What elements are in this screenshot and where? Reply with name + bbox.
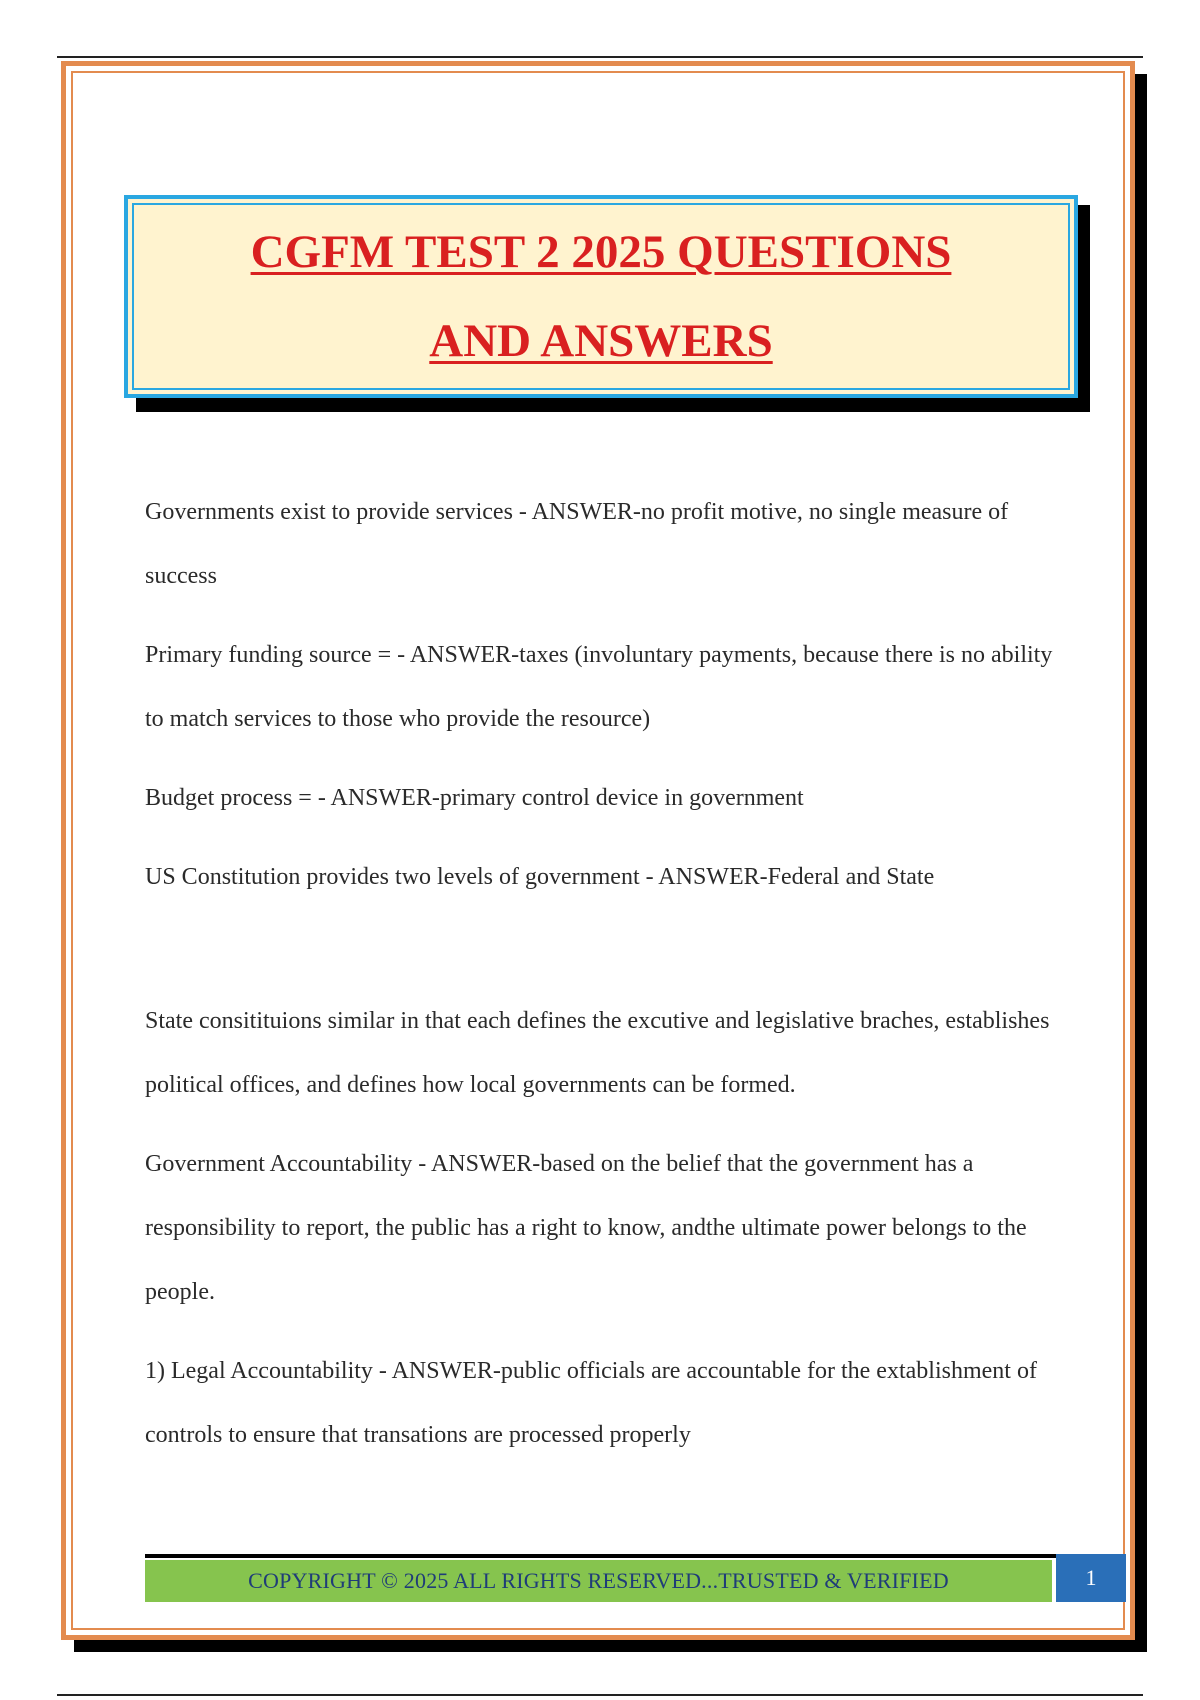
page-number-box [1056, 1554, 1126, 1602]
qa-paragraph: Budget process = - ANSWER-primary control device in government [145, 785, 804, 811]
qa-paragraph: Government Accountability - ANSWER-based on the belief that the government has a responsibility to report, the public has a right to know, andthe ultimate power belongs to the people. [145, 1151, 1027, 1305]
question-list [145, 480, 1075, 1467]
page-number: 1 [1085, 1565, 1097, 1590]
footer-copyright-bar [145, 1560, 1052, 1602]
document-title-line-1: CGFM TEST 2 2025 QUESTIONS [250, 225, 952, 278]
qa-paragraph: State consitituions similar in that each defines the excutive and legislative braches, establishes political offices, and defines how local governments can be formed. [145, 1008, 1050, 1098]
title-box [124, 195, 1078, 398]
qa-paragraph: Primary funding source = - ANSWER-taxes (involuntary payments, because there is no ability to match services to those who provide the resource) [145, 642, 1053, 732]
document-title-line-2: AND ANSWERS [429, 314, 773, 367]
qa-paragraph: 1) Legal Accountability - ANSWER-public officials are accountable for the extablishment of controls to ensure that transations are processed properly [145, 1358, 1037, 1448]
footer-rule [145, 1554, 1056, 1558]
qa-paragraph: Governments exist to provide services - ANSWER-no profit motive, no single measure of success [145, 499, 1009, 589]
copyright-text: COPYRIGHT © 2025 ALL RIGHTS RESERVED...TRUSTED & VERIFIED [248, 1568, 949, 1593]
qa-paragraph: US Constitution provides two levels of government - ANSWER-Federal and State [145, 864, 935, 890]
bottom-rule [57, 1694, 1143, 1696]
paragraph-spacer [145, 909, 1075, 989]
top-rule [57, 56, 1143, 58]
